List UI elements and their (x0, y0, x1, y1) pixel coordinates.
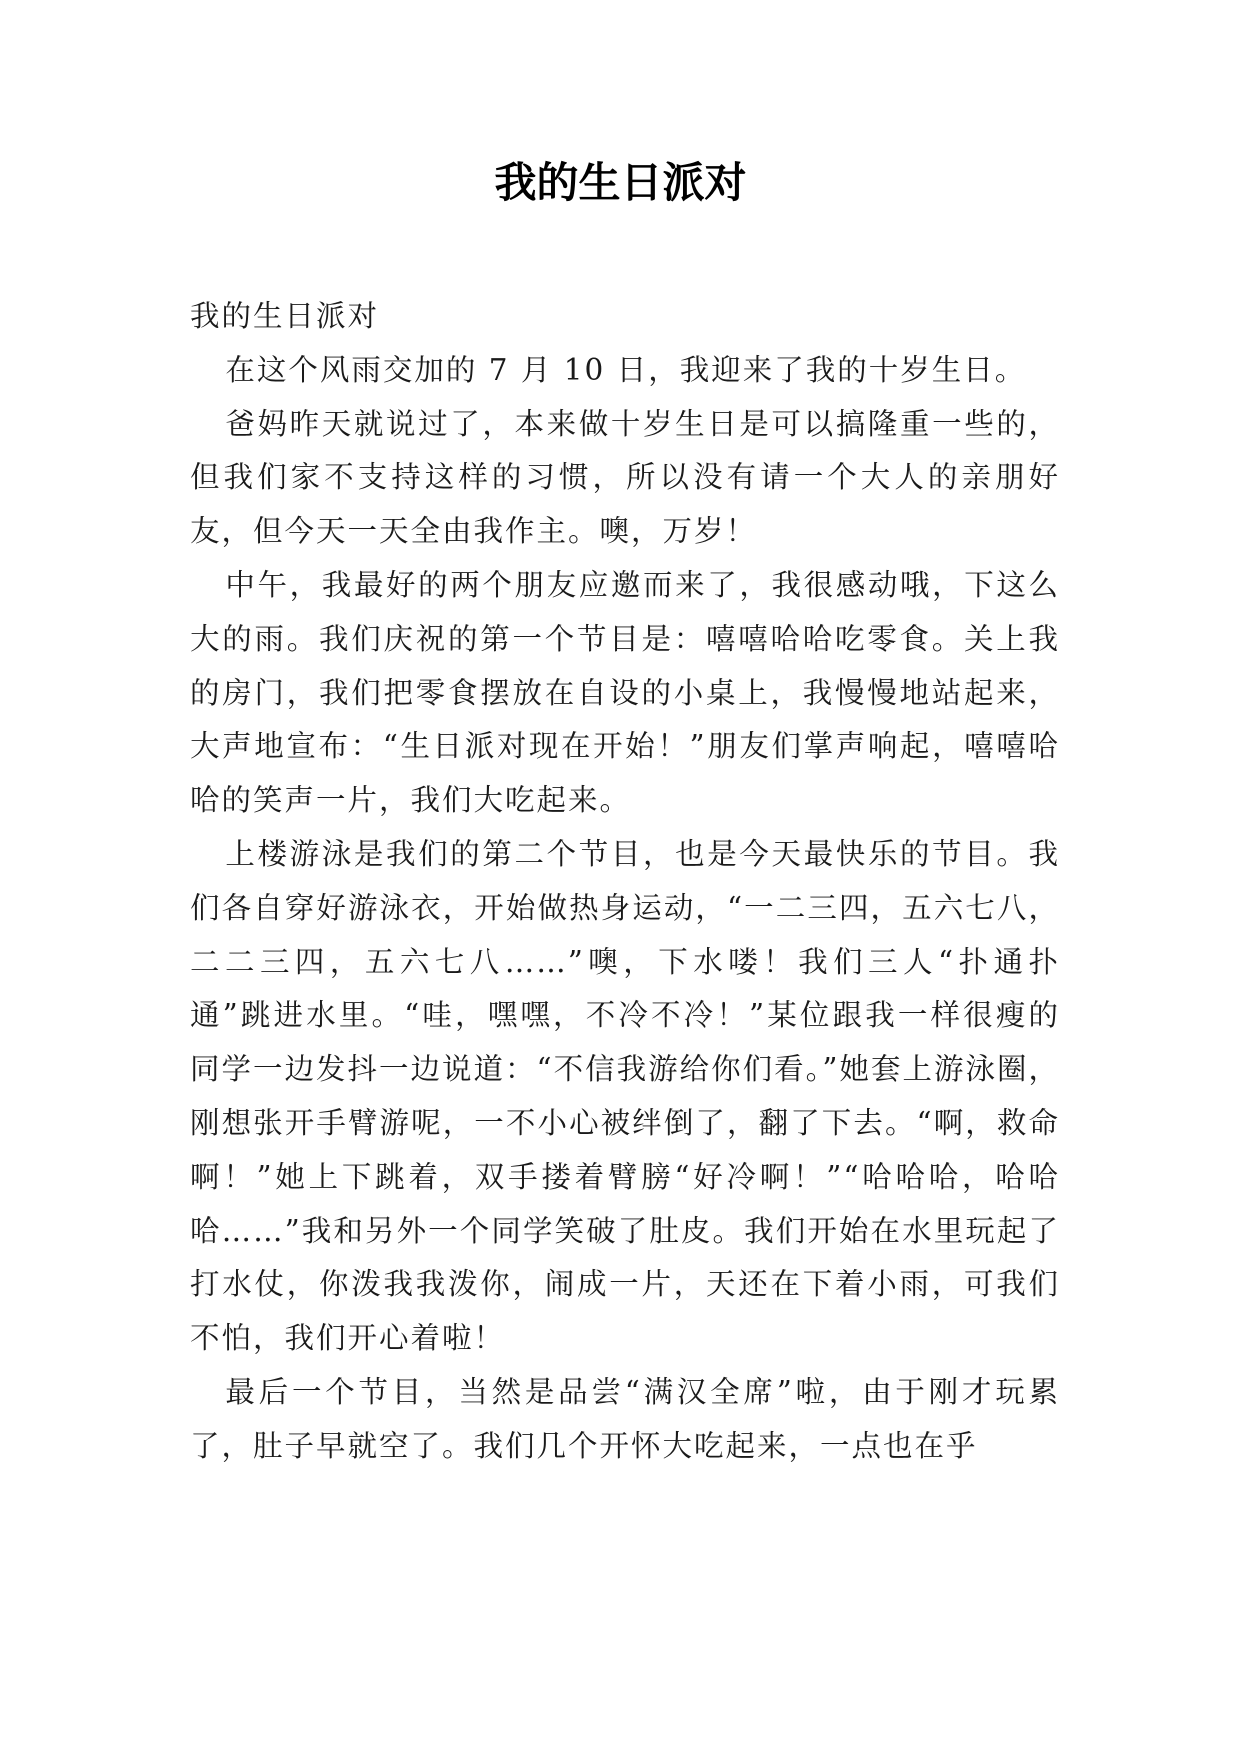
paragraph: 最后一个节目，当然是品尝“满汉全席”啦，由于刚才玩累了，肚子早就空了。我们几个开怀大吃起来，一点也在乎 (190, 1374, 1060, 1463)
paragraph: 在这个风雨交加的 7 月 10 日，我迎来了我的十岁生日。 (225, 352, 1027, 387)
document-title: 我的生日派对 (494, 158, 747, 207)
paragraph-heading: 我的生日派对 (190, 299, 380, 333)
paragraph: 上楼游泳是我们的第二个节目，也是今天最快乐的节目。我们各自穿好游泳衣，开始做热身运动，“一二三四，五六七八，二二三四，五六七八……”噢，下水喽！我们三人“扑通扑通”跳进水里。“哇，嘿嘿，不冷不冷！”某位跟我一样很瘦的同学一边发抖一边说道：“不信我游给你们看。”她套上游泳圈，刚想张开手臂游呢，一不小心被绊倒了，翻了下去。“啊，救命啊！”她上下跳着，双手搂着臂膀“好冷啊！”“哈哈哈，哈哈哈……”我和另外一个同学笑破了肚皮。我们开始在水里玩起了打水仗，你泼我我泼你，闹成一片，天还在下着小雨，可我们不怕，我们开心着啦！ (190, 836, 1060, 1356)
document-body (190, 290, 1060, 1474)
paragraph: 爸妈昨天就说过了，本来做十岁生日是可以搞隆重一些的，但我们家不支持这样的习惯，所以没有请一个大人的亲朋好友，但今天一天全由我作主。噢，万岁！ (190, 406, 1060, 549)
paragraph: 中午，我最好的两个朋友应邀而来了，我很感动哦，下这么大的雨。我们庆祝的第一个节目是：嘻嘻哈哈吃零食。关上我的房门，我们把零食摆放在自设的小桌上，我慢慢地站起来，大声地宣布：“生日派对现在开始！”朋友们掌声响起，嘻嘻哈哈的笑声一片，我们大吃起来。 (190, 567, 1060, 818)
